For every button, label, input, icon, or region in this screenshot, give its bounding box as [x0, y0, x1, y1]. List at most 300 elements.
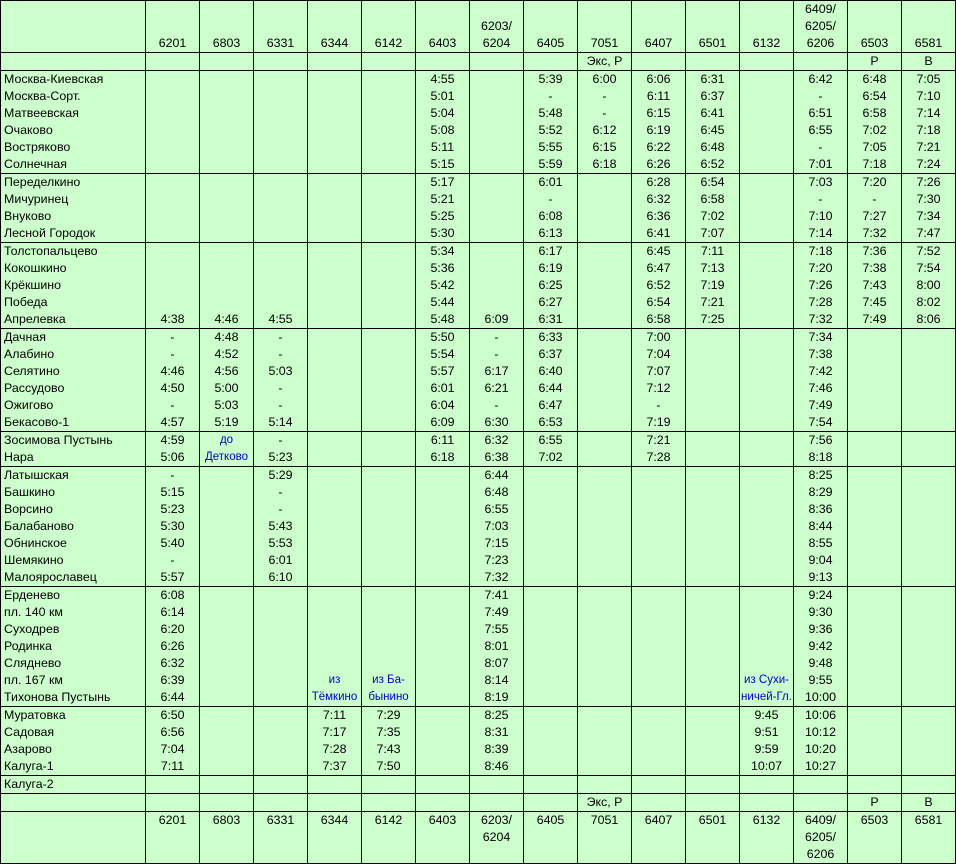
time-cell	[686, 380, 740, 397]
train-note	[524, 53, 578, 71]
time-cell: 7:21	[686, 294, 740, 311]
time-cell	[308, 432, 362, 450]
train-number: 6203/ 6204	[470, 812, 524, 864]
time-cell: -	[254, 501, 308, 518]
notes-corner	[1, 53, 146, 71]
time-cell	[578, 776, 632, 794]
train-number: 6331	[254, 1, 308, 53]
station-row	[1, 71, 956, 89]
time-cell	[308, 329, 362, 347]
time-cell: 6:55	[470, 501, 524, 518]
station-row	[1, 587, 956, 605]
station-name: Нара	[1, 449, 146, 467]
time-cell: -	[254, 397, 308, 414]
time-cell	[200, 621, 254, 638]
time-cell	[902, 569, 956, 587]
time-cell	[848, 397, 902, 414]
time-cell: 8:29	[794, 484, 848, 501]
time-cell	[524, 518, 578, 535]
train-number: 6501	[686, 812, 740, 864]
time-cell: 6:47	[632, 260, 686, 277]
time-cell	[848, 655, 902, 672]
time-cell	[362, 552, 416, 569]
station-row	[1, 741, 956, 758]
time-cell	[902, 707, 956, 725]
time-cell	[254, 621, 308, 638]
time-cell	[632, 638, 686, 655]
time-cell: 7:32	[794, 311, 848, 329]
time-cell: 7:56	[794, 432, 848, 450]
time-cell: -	[146, 467, 200, 485]
time-cell: 4:55	[254, 311, 308, 329]
time-cell	[146, 277, 200, 294]
time-cell	[416, 638, 470, 655]
time-cell	[308, 552, 362, 569]
time-cell: -	[794, 139, 848, 156]
train-number: 6344	[308, 1, 362, 53]
time-cell	[254, 672, 308, 689]
time-cell	[470, 225, 524, 243]
time-cell	[740, 225, 794, 243]
time-cell: 7:34	[794, 329, 848, 347]
station-row	[1, 724, 956, 741]
time-cell	[848, 414, 902, 432]
time-cell	[146, 71, 200, 89]
time-cell	[686, 432, 740, 450]
time-cell: 5:57	[416, 363, 470, 380]
time-cell	[632, 552, 686, 569]
time-cell	[470, 174, 524, 192]
time-cell: 8:02	[902, 294, 956, 311]
time-cell	[200, 243, 254, 261]
time-cell: бынино	[362, 689, 416, 707]
time-cell	[632, 741, 686, 758]
time-cell	[254, 71, 308, 89]
time-cell: -	[632, 397, 686, 414]
time-cell	[524, 569, 578, 587]
time-cell	[362, 518, 416, 535]
time-cell: 7:24	[902, 156, 956, 174]
time-cell: 4:56	[200, 363, 254, 380]
train-note	[200, 794, 254, 812]
time-cell: из Сухи-	[740, 672, 794, 689]
time-cell	[794, 776, 848, 794]
time-cell	[470, 88, 524, 105]
time-cell: 6:50	[146, 707, 200, 725]
time-cell: до	[200, 432, 254, 450]
time-cell	[200, 174, 254, 192]
time-cell	[902, 552, 956, 569]
time-cell: 6:19	[524, 260, 578, 277]
time-cell: 6:45	[686, 122, 740, 139]
time-cell: 6:26	[146, 638, 200, 655]
time-cell: -	[146, 397, 200, 414]
time-cell	[470, 277, 524, 294]
time-cell: 7:29	[362, 707, 416, 725]
time-cell	[632, 569, 686, 587]
time-cell: 8:01	[470, 638, 524, 655]
time-cell	[524, 621, 578, 638]
time-cell	[686, 741, 740, 758]
time-cell: ничей-Гл.	[740, 689, 794, 707]
time-cell	[578, 294, 632, 311]
time-cell	[416, 776, 470, 794]
time-cell	[902, 776, 956, 794]
time-cell	[200, 277, 254, 294]
time-cell	[254, 604, 308, 621]
time-cell	[362, 105, 416, 122]
time-cell: -	[254, 380, 308, 397]
train-number: 6503	[848, 1, 902, 53]
time-cell: 6:31	[686, 71, 740, 89]
station-name: Лесной Городок	[1, 225, 146, 243]
train-note	[794, 53, 848, 71]
time-cell	[848, 380, 902, 397]
time-cell	[362, 156, 416, 174]
time-cell: 6:33	[524, 329, 578, 347]
time-cell	[686, 329, 740, 347]
time-cell: 7:46	[794, 380, 848, 397]
time-cell: -	[470, 346, 524, 363]
time-cell	[200, 208, 254, 225]
time-cell	[902, 501, 956, 518]
time-cell	[740, 518, 794, 535]
time-cell: 8:44	[794, 518, 848, 535]
time-cell: Детково	[200, 449, 254, 467]
station-row	[1, 191, 956, 208]
time-cell	[740, 569, 794, 587]
time-cell: 5:11	[416, 139, 470, 156]
time-cell: 6:44	[470, 467, 524, 485]
time-cell	[740, 380, 794, 397]
station-row	[1, 174, 956, 192]
time-cell: -	[578, 88, 632, 105]
station-name: Внуково	[1, 208, 146, 225]
time-cell	[200, 707, 254, 725]
time-cell: 7:14	[794, 225, 848, 243]
time-cell	[902, 672, 956, 689]
time-cell: 10:00	[794, 689, 848, 707]
train-note	[794, 794, 848, 812]
time-cell	[578, 758, 632, 776]
time-cell: 6:41	[686, 105, 740, 122]
time-cell: 5:50	[416, 329, 470, 347]
time-cell	[686, 621, 740, 638]
time-cell	[146, 174, 200, 192]
time-cell	[632, 604, 686, 621]
station-row	[1, 88, 956, 105]
time-cell: 7:25	[686, 311, 740, 329]
time-cell	[632, 758, 686, 776]
time-cell: 7:05	[848, 139, 902, 156]
time-cell	[632, 518, 686, 535]
time-cell: 6:30	[470, 414, 524, 432]
time-cell	[740, 260, 794, 277]
time-cell	[686, 518, 740, 535]
time-cell	[524, 484, 578, 501]
time-cell: 7:02	[524, 449, 578, 467]
station-row	[1, 225, 956, 243]
time-cell: 6:58	[632, 311, 686, 329]
station-name: Победа	[1, 294, 146, 311]
time-cell	[578, 535, 632, 552]
time-cell: 9:13	[794, 569, 848, 587]
time-cell	[686, 569, 740, 587]
time-cell	[416, 672, 470, 689]
time-cell: 6:08	[146, 587, 200, 605]
station-row	[1, 346, 956, 363]
time-cell	[740, 243, 794, 261]
time-cell	[470, 156, 524, 174]
time-cell	[308, 225, 362, 243]
time-cell: 7:50	[362, 758, 416, 776]
time-cell	[200, 689, 254, 707]
train-note	[686, 53, 740, 71]
time-cell: -	[524, 191, 578, 208]
time-cell: 9:30	[794, 604, 848, 621]
train-note	[470, 53, 524, 71]
time-cell	[308, 569, 362, 587]
station-name: Сляднево	[1, 655, 146, 672]
time-cell: 4:46	[200, 311, 254, 329]
station-name: Ерденево	[1, 587, 146, 605]
time-cell	[362, 432, 416, 450]
time-cell	[578, 604, 632, 621]
time-cell	[254, 122, 308, 139]
station-row	[1, 294, 956, 311]
time-cell	[902, 484, 956, 501]
train-number: 6142	[362, 1, 416, 53]
time-cell: 5:06	[146, 449, 200, 467]
time-cell	[362, 467, 416, 485]
time-cell	[686, 535, 740, 552]
train-number: 6403	[416, 812, 470, 864]
time-cell	[902, 689, 956, 707]
time-cell	[362, 655, 416, 672]
time-cell: 7:19	[686, 277, 740, 294]
time-cell: 5:55	[524, 139, 578, 156]
time-cell: 7:03	[470, 518, 524, 535]
station-name: Азарово	[1, 741, 146, 758]
time-cell: из	[308, 672, 362, 689]
time-cell: 7:30	[902, 191, 956, 208]
time-cell	[902, 655, 956, 672]
time-cell	[848, 552, 902, 569]
time-cell	[254, 260, 308, 277]
station-name: Востряково	[1, 139, 146, 156]
train-number: 6331	[254, 812, 308, 864]
time-cell: 5:25	[416, 208, 470, 225]
time-cell	[686, 501, 740, 518]
time-cell: 5:29	[254, 467, 308, 485]
time-cell: 7:07	[632, 363, 686, 380]
station-name: Алабино	[1, 346, 146, 363]
time-cell: 6:37	[524, 346, 578, 363]
time-cell	[308, 277, 362, 294]
station-name: Солнечная	[1, 156, 146, 174]
station-row	[1, 655, 956, 672]
train-note	[146, 794, 200, 812]
time-cell: 4:57	[146, 414, 200, 432]
station-name: Калуга-2	[1, 776, 146, 794]
train-note	[632, 53, 686, 71]
time-cell: 7:28	[794, 294, 848, 311]
time-cell: 5:53	[254, 535, 308, 552]
time-cell	[308, 105, 362, 122]
time-cell: 6:32	[470, 432, 524, 450]
time-cell: 7:27	[848, 208, 902, 225]
time-cell: 6:09	[470, 311, 524, 329]
time-cell: 5:43	[254, 518, 308, 535]
time-cell: 10:20	[794, 741, 848, 758]
notes-row-top	[1, 53, 956, 71]
time-cell	[308, 294, 362, 311]
time-cell: 6:32	[632, 191, 686, 208]
time-cell: 7:49	[470, 604, 524, 621]
time-cell	[416, 621, 470, 638]
train-number: 6803	[200, 812, 254, 864]
time-cell: 4:50	[146, 380, 200, 397]
time-cell: -	[470, 397, 524, 414]
time-cell: 9:04	[794, 552, 848, 569]
time-cell	[200, 741, 254, 758]
time-cell: 6:52	[632, 277, 686, 294]
time-cell: 5:15	[416, 156, 470, 174]
train-note: Экс, Р	[578, 794, 632, 812]
station-name: Мичуринец	[1, 191, 146, 208]
time-cell	[362, 397, 416, 414]
time-cell	[578, 397, 632, 414]
time-cell: 4:48	[200, 329, 254, 347]
time-cell	[200, 501, 254, 518]
time-cell	[524, 501, 578, 518]
time-cell: 5:17	[416, 174, 470, 192]
time-cell: 6:25	[524, 277, 578, 294]
time-cell: 6:06	[632, 71, 686, 89]
station-row	[1, 467, 956, 485]
time-cell	[308, 535, 362, 552]
train-number: 6409/ 6205/ 6206	[794, 812, 848, 864]
time-cell	[308, 243, 362, 261]
time-cell	[902, 604, 956, 621]
time-cell	[416, 535, 470, 552]
time-cell: 6:10	[254, 569, 308, 587]
train-number: 7051	[578, 1, 632, 53]
station-name: Бекасово-1	[1, 414, 146, 432]
time-cell: 9:36	[794, 621, 848, 638]
time-cell	[578, 346, 632, 363]
time-cell: 7:04	[146, 741, 200, 758]
time-cell: 9:48	[794, 655, 848, 672]
time-cell	[740, 449, 794, 467]
time-cell	[524, 535, 578, 552]
time-cell	[524, 672, 578, 689]
time-cell: 7:32	[848, 225, 902, 243]
time-cell: 7:23	[470, 552, 524, 569]
time-cell: 6:08	[524, 208, 578, 225]
station-name: Очаково	[1, 122, 146, 139]
time-cell	[578, 432, 632, 450]
time-cell: 9:59	[740, 741, 794, 758]
time-cell: 5:44	[416, 294, 470, 311]
time-cell	[632, 535, 686, 552]
train-number: 6403	[416, 1, 470, 53]
time-cell: 6:48	[686, 139, 740, 156]
time-cell: 5:57	[146, 569, 200, 587]
station-row	[1, 105, 956, 122]
time-cell	[254, 707, 308, 725]
time-cell: 6:13	[524, 225, 578, 243]
train-note: Р	[848, 53, 902, 71]
time-cell	[200, 569, 254, 587]
time-cell	[740, 397, 794, 414]
time-cell	[308, 638, 362, 655]
time-cell	[146, 776, 200, 794]
time-cell	[146, 208, 200, 225]
time-cell: 5:19	[200, 414, 254, 432]
time-cell	[578, 569, 632, 587]
time-cell: 7:03	[794, 174, 848, 192]
time-cell	[578, 672, 632, 689]
time-cell: 7:47	[902, 225, 956, 243]
time-cell: 7:12	[632, 380, 686, 397]
time-cell	[470, 208, 524, 225]
time-cell	[362, 122, 416, 139]
time-cell	[740, 552, 794, 569]
time-cell	[578, 329, 632, 347]
station-name: Матвеевская	[1, 105, 146, 122]
time-cell: 7:07	[686, 225, 740, 243]
time-cell: -	[794, 88, 848, 105]
time-cell	[308, 655, 362, 672]
time-cell	[362, 174, 416, 192]
train-note	[416, 794, 470, 812]
time-cell	[416, 484, 470, 501]
time-cell: 5:54	[416, 346, 470, 363]
time-cell	[686, 363, 740, 380]
time-cell: 9:55	[794, 672, 848, 689]
time-cell	[200, 71, 254, 89]
time-cell: 7:42	[794, 363, 848, 380]
time-cell	[362, 243, 416, 261]
time-cell	[632, 776, 686, 794]
time-cell	[848, 638, 902, 655]
time-cell	[902, 449, 956, 467]
time-cell: 8:06	[902, 311, 956, 329]
notes-row-bottom	[1, 794, 956, 812]
time-cell: 9:24	[794, 587, 848, 605]
time-cell	[200, 191, 254, 208]
station-name: Калуга-1	[1, 758, 146, 776]
time-cell: 6:15	[632, 105, 686, 122]
train-note	[254, 53, 308, 71]
time-cell	[200, 484, 254, 501]
time-cell	[200, 655, 254, 672]
station-row	[1, 552, 956, 569]
time-cell	[524, 707, 578, 725]
time-cell	[254, 638, 308, 655]
time-cell	[362, 329, 416, 347]
time-cell	[146, 294, 200, 311]
time-cell	[902, 363, 956, 380]
time-cell: 5:08	[416, 122, 470, 139]
time-cell	[200, 604, 254, 621]
time-cell: 7:19	[632, 414, 686, 432]
time-cell	[524, 689, 578, 707]
time-cell	[740, 105, 794, 122]
time-cell	[524, 655, 578, 672]
time-cell: 5:04	[416, 105, 470, 122]
